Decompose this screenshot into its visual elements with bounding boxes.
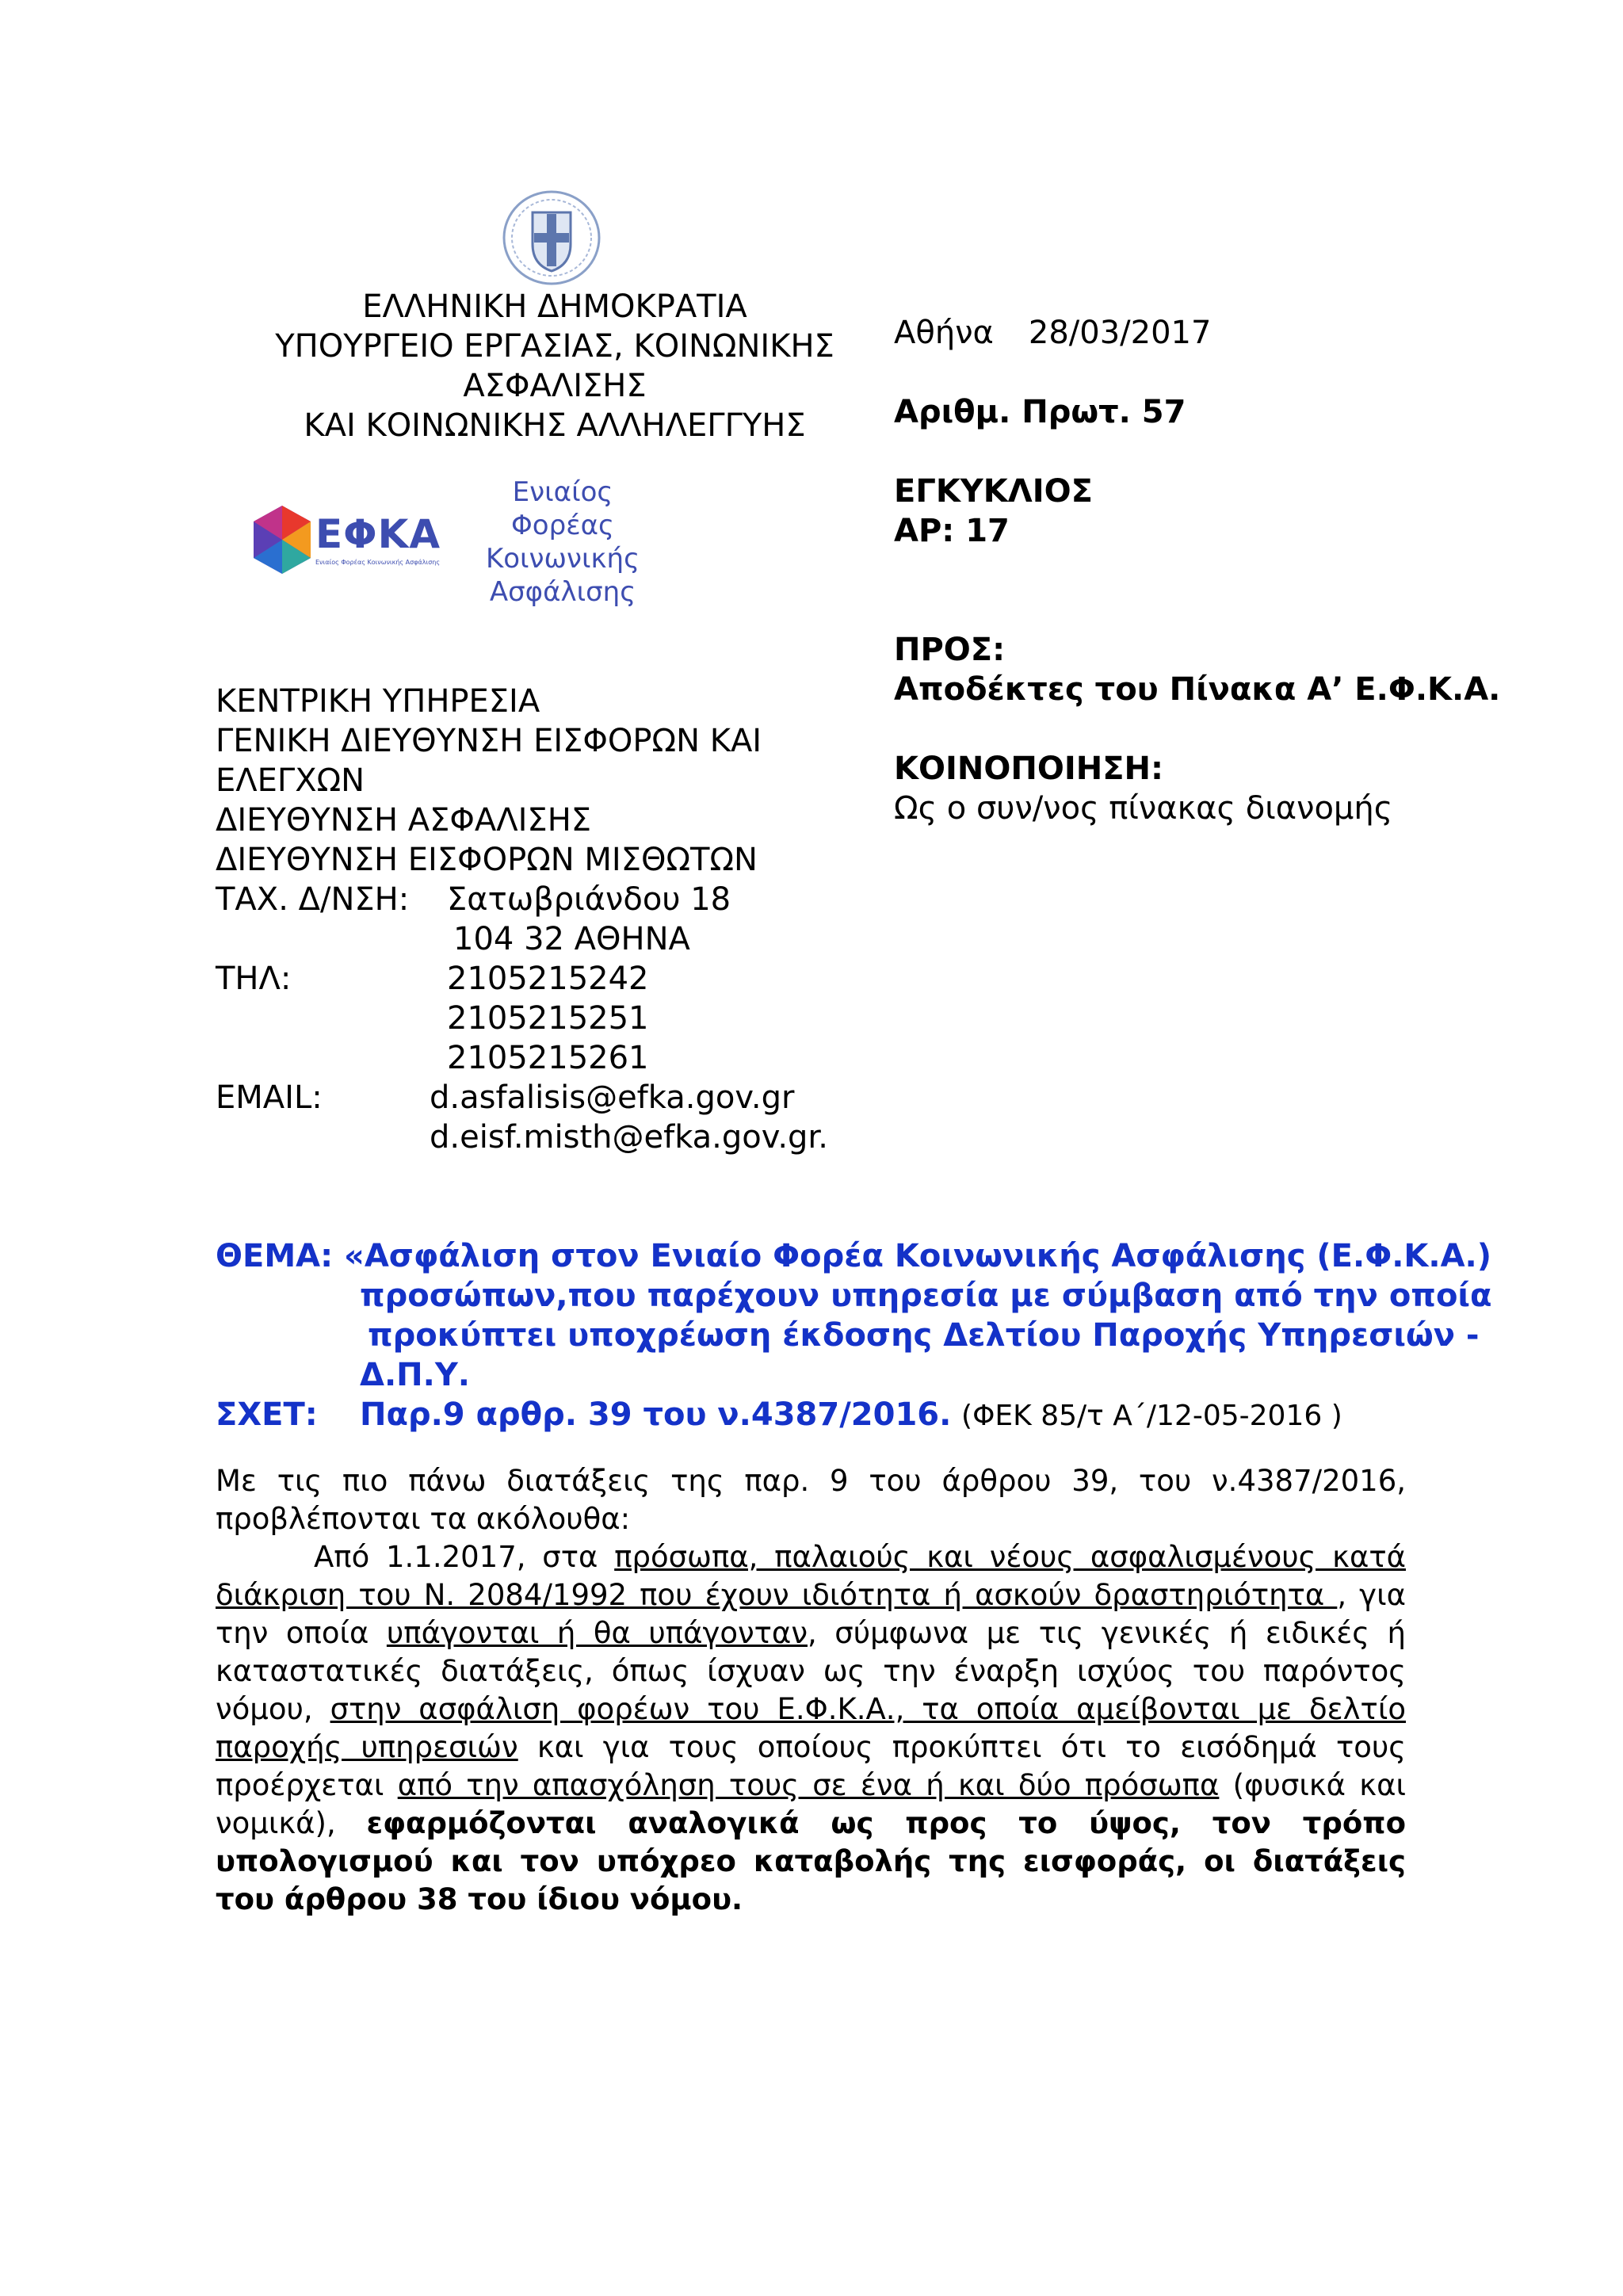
phone-number: 2105215242 (447, 961, 649, 997)
subject-line: προσώπων,που παρέχουν υπηρεσία με σύμβαση από την οποία (360, 1278, 1492, 1314)
email-label: EMAIL: (216, 1079, 323, 1116)
ministry-line: ΕΛΛΗΝΙΚΗ ΔΗΜΟΚΡΑΤΙΑ (362, 288, 747, 325)
recipients-label: ΠΡΟΣ: (894, 632, 1006, 668)
underlined-text: στην ασφάλιση φορέων του Ε.Φ.Κ.Α., τα οποία αμείβονται με δελτίο παροχής υπηρεσιών (216, 1692, 1406, 1764)
email-address: d.eisf.misth@efka.gov.gr. (430, 1119, 828, 1156)
reference-note: (ΦΕΚ 85/τ Α΄/12-05-2016 ) (961, 1400, 1342, 1432)
phone-label: ΤΗΛ: (216, 961, 292, 997)
subject-label: ΘΕΜΑ: (216, 1238, 334, 1274)
efka-logo-text: ΕΦΚΑ (315, 511, 441, 557)
address-street: Σατωβριάνδου 18 (447, 881, 731, 918)
city: Αθήνα (894, 315, 994, 351)
underlined-text: από την απασχόληση τους σε ένα ή και δύο πρόσωπα (397, 1768, 1220, 1802)
phone-number: 2105215251 (447, 1000, 649, 1037)
address-label: ΤΑΧ. Δ/ΝΣΗ: (216, 881, 410, 918)
reference-value: Παρ.9 αρθρ. 39 του ν.4387/2016. (360, 1396, 952, 1433)
circular-label: ΕΓΚΥΚΛΙΟΣ (894, 473, 1093, 510)
coat-of-arms-emblem (501, 189, 602, 287)
sender-line: ΔΙΕΥΘΥΝΣΗ ΕΙΣΦΟΡΩΝ ΜΙΣΘΩΤΩΝ (216, 842, 758, 878)
paragraph-text: Από 1.1.2017, στα (314, 1540, 615, 1574)
ministry-line: ΑΣΦΑΛΙΣΗΣ (463, 368, 647, 404)
subject-line: «Ασφάλιση στον Ενιαίο Φορέα Κοινωνικής Ασφάλισης (Ε.Φ.Κ.Α.) (344, 1238, 1492, 1274)
phone-number: 2105215261 (447, 1040, 649, 1076)
ministry-line: ΚΑΙ ΚΟΙΝΩΝΙΚΗΣ ΑΛΛΗΛΕΓΓΥΗΣ (304, 407, 806, 444)
org-name (468, 476, 658, 609)
date: 28/03/2017 (1028, 315, 1212, 351)
underlined-text: πρόσωπα, παλαιούς και νέους ασφαλισμένους κατά διάκριση του Ν. 2084/1992 που έχουν ιδιότητα ή ασκούν δραστηριότητα (216, 1540, 1407, 1612)
circular-number: ΑΡ: 17 (894, 513, 1010, 549)
recipients-value: Αποδέκτες του Πίνακα Α’ Ε.Φ.Κ.Α. (894, 671, 1501, 708)
paragraph-text: , σύμφωνα με τις γενικές ή ειδικές ή καταστατικές διατάξεις, όπως ίσχυαν ως την έναρξη ισχύος του παρόντος νόμου, (216, 1616, 1406, 1726)
org-name-line: Κοινωνικής (485, 543, 640, 575)
org-name-line: Φορέας (511, 510, 614, 541)
protocol-number: Αριθμ. Πρωτ. 57 (894, 394, 1186, 430)
cc-value: Ως ο συν/νος πίνακας διανομής (894, 790, 1393, 827)
paragraph-text: και για τους οποίους προκύπτει ότι το εισόδημά τους προέρχεται (216, 1730, 1407, 1802)
subject-line: Δ.Π.Υ. (360, 1357, 470, 1393)
email-address: d.asfalisis@efka.gov.gr (430, 1079, 795, 1116)
subject-line: προκύπτει υποχρέωση έκδοσης Δελτίου Παροχής Υπηρεσιών - (368, 1317, 1480, 1354)
ministry-line: ΥΠΟΥΡΓΕΙΟ ΕΡΓΑΣΙΑΣ, ΚΟΙΝΩΝΙΚΗΣ (275, 328, 834, 365)
body-text (216, 1462, 1406, 1919)
underlined-text: υπάγονται ή θα υπάγονταν (386, 1616, 808, 1650)
reference-label: ΣΧΕΤ: (216, 1396, 318, 1433)
sender-line: ΓΕΝΙΚΗ ΔΙΕΥΘΥΝΣΗ ΕΙΣΦΟΡΩΝ ΚΑΙ (216, 723, 762, 759)
address-city: 104 32 ΑΘΗΝΑ (453, 921, 690, 957)
paragraph-text: , για την οποία (216, 1578, 1406, 1650)
date-line (894, 313, 1211, 353)
efka-logo-icon (252, 504, 312, 575)
org-name-line: Ενιαίος (512, 476, 613, 508)
org-name-line: Ασφάλισης (489, 576, 636, 608)
sender-line: ΕΛΕΓΧΩΝ (216, 762, 365, 799)
paragraph-text: (φυσικά και νομικά), (216, 1768, 1407, 1840)
sender-line: ΔΙΕΥΘΥΝΣΗ ΑΣΦΑΛΙΣΗΣ (216, 802, 592, 839)
bold-text: εφαρμόζονται αναλογικά ως προς το ύψος, τον τρόπο υπολογισμού και τον υπόχρεο καταβολής της εισφοράς, οι διατάξεις του άρθρου 38 του ίδιου νόμου. (216, 1806, 1406, 1916)
ministry-header (206, 287, 903, 445)
intro-paragraph: Με τις πιο πάνω διατάξεις της παρ. 9 του άρθρου 39, του ν.4387/2016, προβλέπονται τα ακόλουθα: (216, 1464, 1406, 1536)
efka-logo-subtext: Ενιαίος Φορέας Κοινωνικής Ασφάλισης (315, 559, 441, 566)
main-paragraph (216, 1538, 1406, 1919)
sender-line: ΚΕΝΤΡΙΚΗ ΥΠΗΡΕΣΙΑ (216, 683, 540, 720)
cc-label: ΚΟΙΝΟΠΟΙΗΣΗ: (894, 751, 1163, 787)
